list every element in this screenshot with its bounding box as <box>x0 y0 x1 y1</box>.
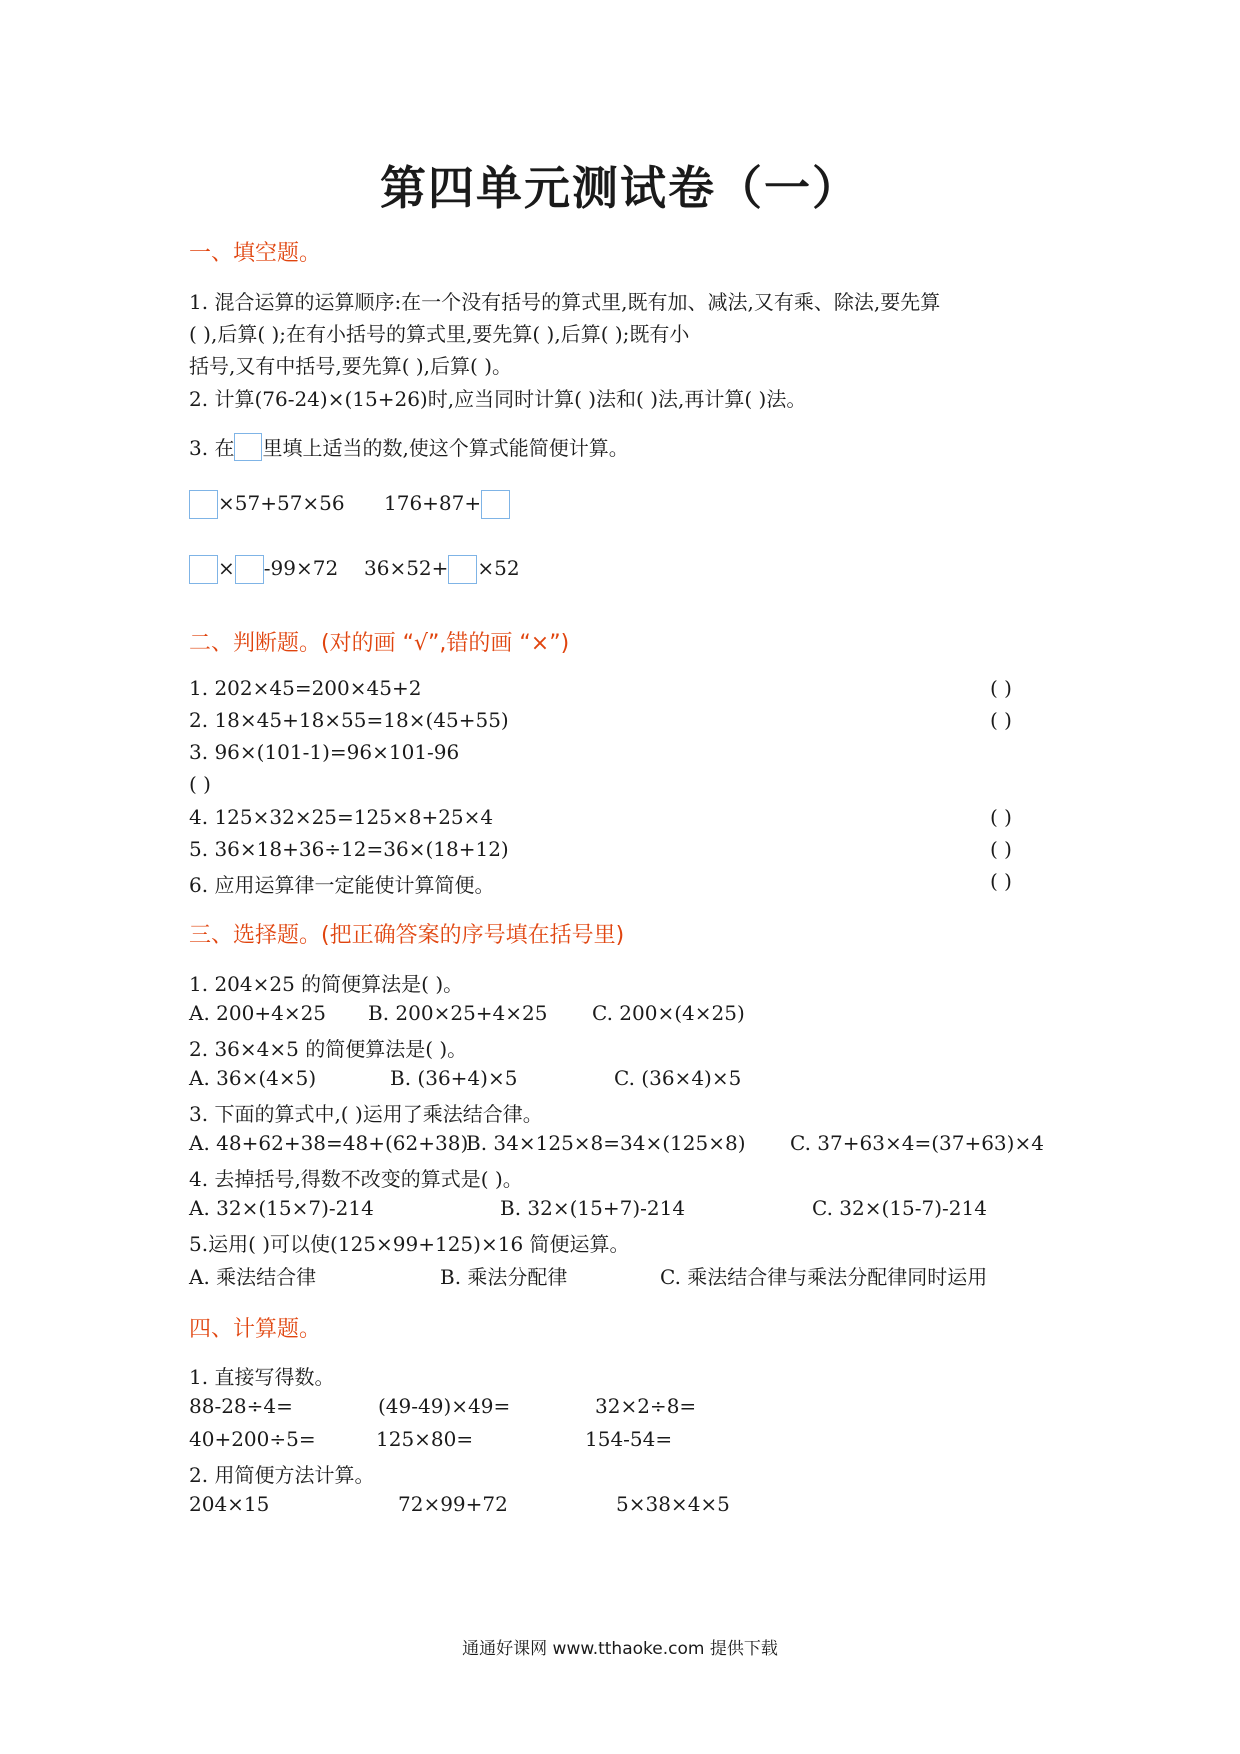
section-heading-fill-in: 一、填空题。 <box>189 241 322 266</box>
choice-q4-option-a: A. 32×(15×7)-214 <box>189 1196 374 1220</box>
calc-item: 32×2÷8= <box>595 1394 697 1418</box>
expression-3 <box>189 555 338 584</box>
answer-paren[interactable]: ( ) <box>189 772 211 796</box>
choice-q3-option-b: B. 34×125×8=34×(125×8) <box>466 1131 746 1155</box>
expression-2-text: 176+87+ <box>384 491 482 515</box>
expression-4-suffix: ×52 <box>477 556 520 580</box>
calc-item: 154-54= <box>585 1427 673 1451</box>
judge-item-3: 3. 96×(101-1)=96×101-96 <box>189 740 460 764</box>
calc-item: 88-28÷4= <box>189 1394 293 1418</box>
choice-q2-option-b: B. (36+4)×5 <box>390 1066 518 1090</box>
answer-box[interactable] <box>189 555 218 584</box>
answer-box[interactable] <box>189 490 218 519</box>
choice-q4-option-c: C. 32×(15-7)-214 <box>812 1196 987 1220</box>
choice-q5: 5.运用( )可以使(125×99+125)×16 简便运算。 <box>189 1232 630 1256</box>
calc-item: 204×15 <box>189 1492 270 1516</box>
expression-4-prefix: 36×52+ <box>364 556 449 580</box>
fill-q1-line2: ( ),后算( );在有小括号的算式里,要先算( ),后算( );既有小 <box>189 322 690 346</box>
answer-paren[interactable]: ( ) <box>990 708 1012 732</box>
judge-item-6: 6. 应用运算律一定能使计算简便。 <box>189 873 495 897</box>
expression-2 <box>384 490 510 519</box>
choice-q5-option-b: B. 乘法分配律 <box>440 1265 568 1289</box>
answer-paren[interactable]: ( ) <box>990 869 1012 893</box>
answer-box[interactable] <box>448 555 477 584</box>
expression-1-text: ×57+57×56 <box>218 491 345 515</box>
calc-q2: 2. 用简便方法计算。 <box>189 1463 375 1487</box>
choice-q1-option-c: C. 200×(4×25) <box>592 1001 745 1025</box>
footer-credit: 通通好课网 www.tthaoke.com 提供下载 <box>462 1639 778 1659</box>
expression-3-times: × <box>218 556 235 580</box>
answer-box[interactable] <box>234 433 262 461</box>
calc-item: 5×38×4×5 <box>616 1492 730 1516</box>
expression-3-text: -99×72 <box>263 556 339 580</box>
choice-q2-option-a: A. 36×(4×5) <box>189 1066 317 1090</box>
calc-item: 72×99+72 <box>398 1492 508 1516</box>
judge-item-5: 5. 36×18+36÷12=36×(18+12) <box>189 837 509 861</box>
fill-q3 <box>189 432 629 461</box>
calc-q1: 1. 直接写得数。 <box>189 1365 335 1389</box>
judge-item-4: 4. 125×32×25=125×8+25×4 <box>189 805 494 829</box>
judge-item-1: 1. 202×45=200×45+2 <box>189 676 422 700</box>
choice-q3-option-c: C. 37+63×4=(37+63)×4 <box>790 1131 1044 1155</box>
expression-1 <box>189 490 345 519</box>
answer-paren[interactable]: ( ) <box>990 676 1012 700</box>
choice-q1-option-b: B. 200×25+4×25 <box>368 1001 548 1025</box>
calc-item: (49-49)×49= <box>378 1394 511 1418</box>
choice-q5-option-c: C. 乘法结合律与乘法分配律同时运用 <box>660 1265 988 1289</box>
fill-q2: 2. 计算(76-24)×(15+26)时,应当同时计算( )法和( )法,再计算( )法。 <box>189 387 807 411</box>
choice-q1: 1. 204×25 的简便算法是( )。 <box>189 972 464 996</box>
section-heading-multiple-choice: 三、选择题。(把正确答案的序号填在括号里) <box>189 923 625 948</box>
fill-q1-line3: 括号,又有中括号,要先算( ),后算( )。 <box>189 354 512 378</box>
expression-4 <box>364 555 520 584</box>
judge-item-2: 2. 18×45+18×55=18×(45+55) <box>189 708 509 732</box>
choice-q2: 2. 36×4×5 的简便算法是( )。 <box>189 1037 468 1061</box>
page-title: 第四单元测试卷（一） <box>380 161 860 215</box>
answer-box[interactable] <box>481 490 510 519</box>
calc-item: 40+200÷5= <box>189 1427 316 1451</box>
choice-q2-option-c: C. (36×4)×5 <box>614 1066 742 1090</box>
choice-q3: 3. 下面的算式中,( )运用了乘法结合律。 <box>189 1102 543 1126</box>
choice-q4: 4. 去掉括号,得数不改变的算式是( )。 <box>189 1167 523 1191</box>
answer-box[interactable] <box>235 555 264 584</box>
section-heading-true-false: 二、判断题。(对的画 “√”,错的画 “×”) <box>189 631 570 656</box>
fill-q1-line1: 1. 混合运算的运算顺序:在一个没有括号的算式里,既有加、减法,又有乘、除法,要先算 <box>189 290 941 314</box>
choice-q5-option-a: A. 乘法结合律 <box>189 1265 317 1289</box>
choice-q3-option-a: A. 48+62+38=48+(62+38) <box>189 1131 469 1155</box>
fill-q3-suffix: 里填上适当的数,使这个算式能简便计算。 <box>262 436 629 460</box>
choice-q4-option-b: B. 32×(15+7)-214 <box>500 1196 686 1220</box>
fill-q3-prefix: 3. 在 <box>189 436 235 460</box>
calc-item: 125×80= <box>376 1427 474 1451</box>
choice-q1-option-a: A. 200+4×25 <box>189 1001 327 1025</box>
answer-paren[interactable]: ( ) <box>990 805 1012 829</box>
section-heading-calculation: 四、计算题。 <box>189 1317 322 1342</box>
answer-paren[interactable]: ( ) <box>990 837 1012 861</box>
